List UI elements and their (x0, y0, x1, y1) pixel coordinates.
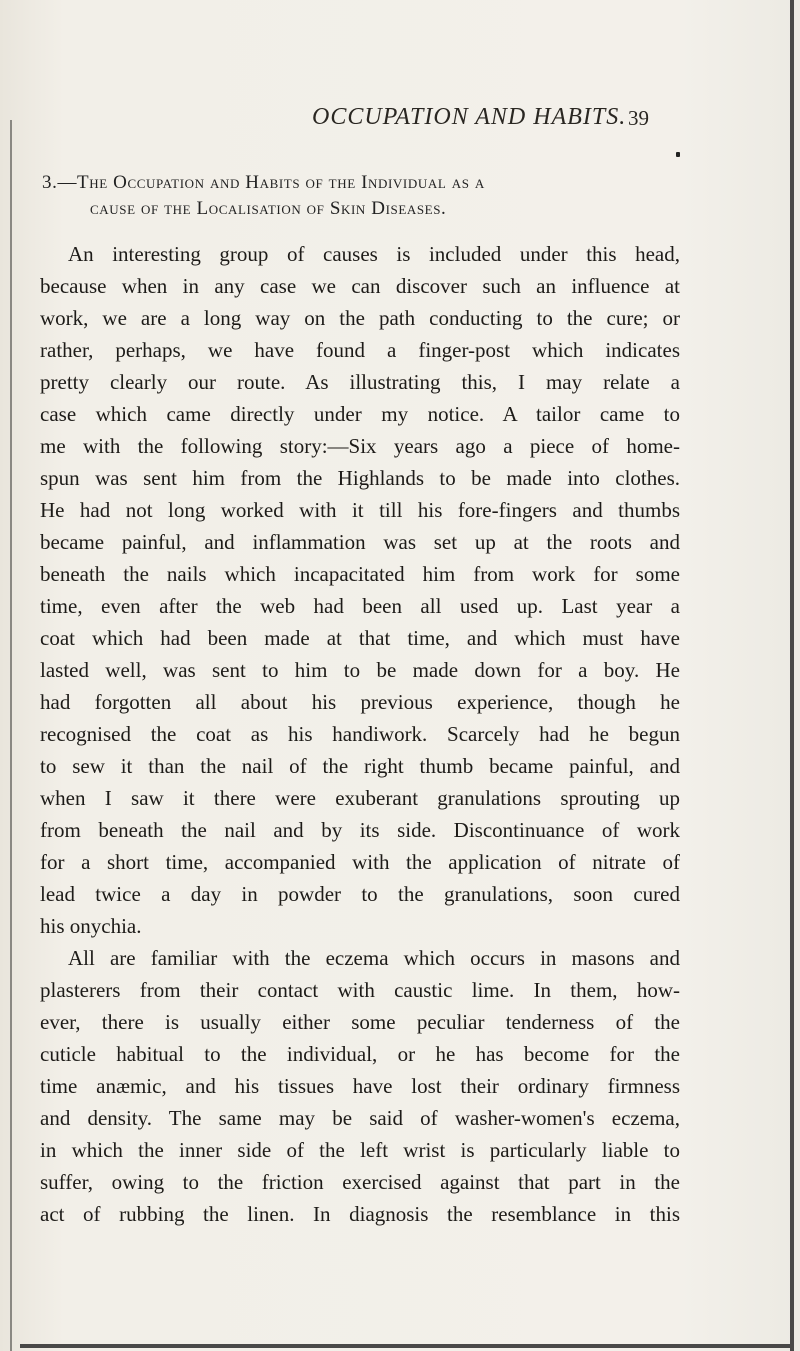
text-line: He had not long worked with it till his fore-fingers and thumbs (40, 498, 680, 522)
text-line: ever, there is usually either some peculiar tenderness of the (40, 1010, 680, 1034)
text-line: pretty clearly our route. As illustrating this, I may relate a (40, 370, 680, 394)
section-heading (42, 170, 692, 222)
text-line: for a short time, accompanied with the application of nitrate of (40, 850, 680, 874)
text-line: act of rubbing the linen. In diagnosis the resemblance in this (40, 1202, 680, 1226)
text-line: rather, perhaps, we have found a finger-post which indicates (40, 338, 680, 362)
text-line: case which came directly under my notice. A tailor came to (40, 402, 680, 426)
text-line: time, even after the web had been all used up. Last year a (40, 594, 680, 618)
text-line: lasted well, was sent to him to be made down for a boy. He (40, 658, 680, 682)
text-line: beneath the nails which incapacitated him from work for some (40, 562, 680, 586)
text-line: work, we are a long way on the path conducting to the cure; or (40, 306, 680, 330)
text-line: An interesting group of causes is included under this head, (68, 242, 680, 266)
section-heading-line-2: cause of the Localisation of Skin Diseases. (90, 198, 447, 219)
running-title: OCCUPATION AND HABITS. (312, 104, 627, 130)
page-number: 39 (628, 106, 649, 130)
text-line: coat which had been made at that time, and which must have (40, 626, 680, 650)
text-line: in which the inner side of the left wrist is particularly liable to (40, 1138, 680, 1162)
section-heading-line-1: 3.—The Occupation and Habits of the Individual as a (42, 172, 485, 193)
page-bottom-edge (20, 1344, 790, 1348)
text-line: All are familiar with the eczema which occurs in masons and (68, 946, 680, 970)
text-line: cuticle habitual to the individual, or he has become for the (40, 1042, 680, 1066)
text-line: to sew it than the nail of the right thumb became painful, and (40, 754, 680, 778)
text-line: became painful, and inflammation was set up at the roots and (40, 530, 680, 554)
text-line: had forgotten all about his previous experience, though he (40, 690, 680, 714)
printer-mark (676, 152, 680, 157)
text-line: from beneath the nail and by its side. Discontinuance of work (40, 818, 680, 842)
body-text (40, 238, 680, 1230)
page-gutter-shadow (10, 120, 12, 1351)
text-line: his onychia. (40, 914, 142, 938)
text-line: suffer, owing to the friction exercised against that part in the (40, 1170, 680, 1194)
text-line: when I saw it there were exuberant granulations sprouting up (40, 786, 680, 810)
page-edge (790, 0, 794, 1351)
text-line: time anæmic, and his tissues have lost their ordinary firmness (40, 1074, 680, 1098)
text-line: lead twice a day in powder to the granulations, soon cured (40, 882, 680, 906)
text-line: me with the following story:—Six years ago a piece of home- (40, 434, 680, 458)
text-line: plasterers from their contact with caustic lime. In them, how- (40, 978, 680, 1002)
text-line: recognised the coat as his handiwork. Scarcely had he begun (40, 722, 680, 746)
text-line: and density. The same may be said of washer-women's eczema, (40, 1106, 680, 1130)
text-line: because when in any case we can discover such an influence at (40, 274, 680, 298)
text-line: spun was sent him from the Highlands to be made into clothes. (40, 466, 680, 490)
